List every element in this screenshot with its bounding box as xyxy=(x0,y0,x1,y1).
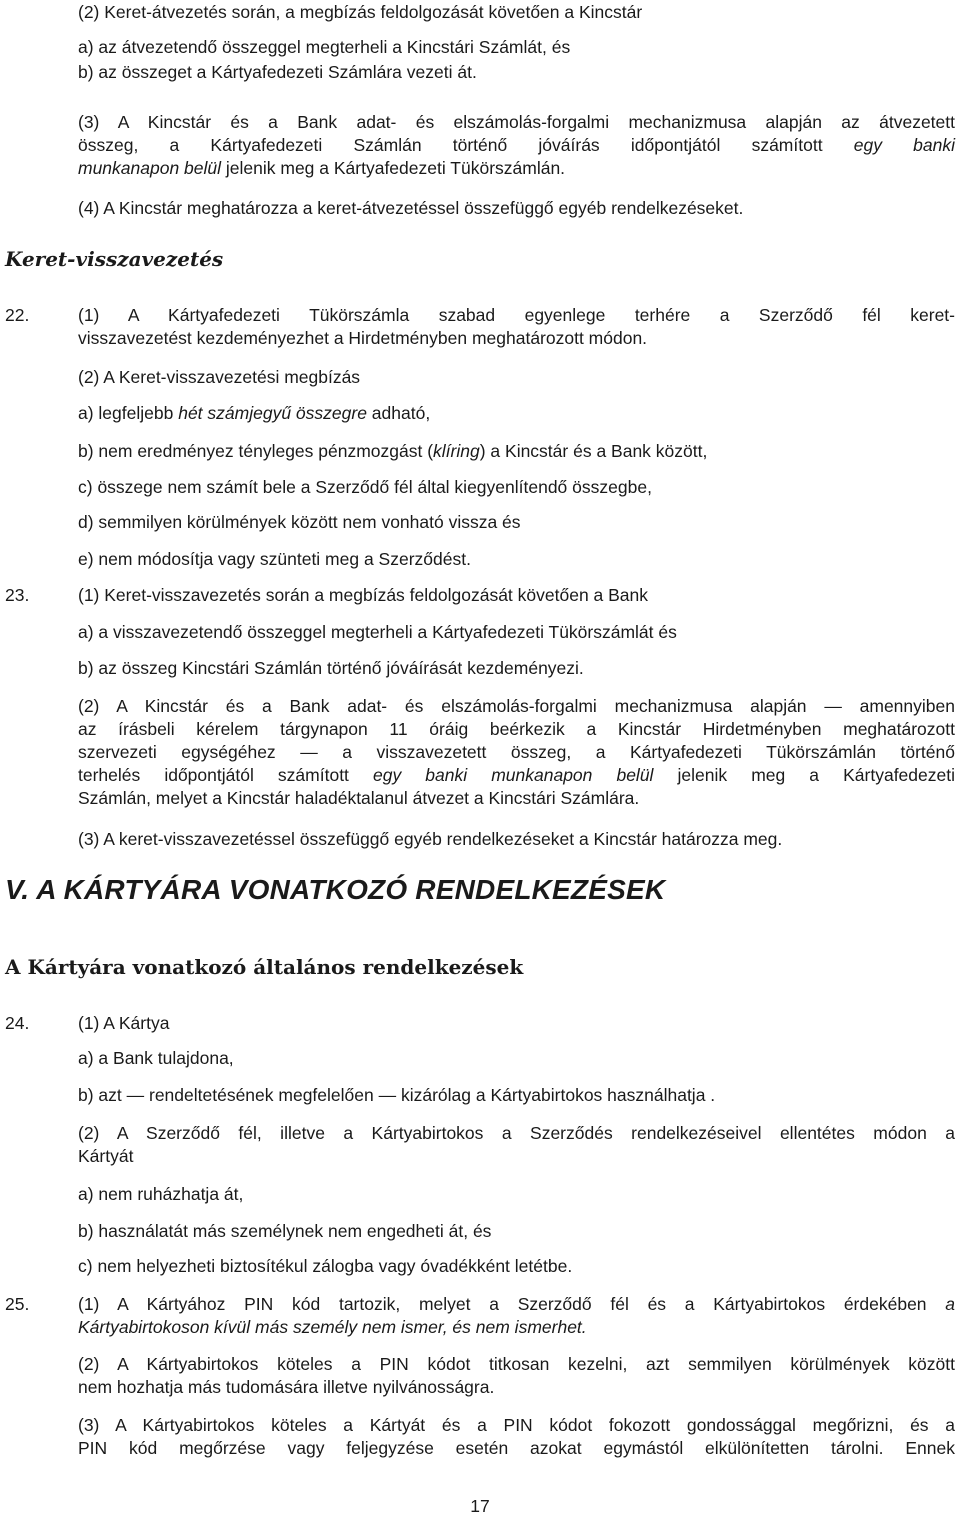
paragraph-line: Számlán, melyet a Kincstár haladéktalanul átvezet a Kincstári Számlára. xyxy=(78,788,640,808)
text-run: adható, xyxy=(366,403,431,423)
paragraph-line: (3) A Kártyabirtokos köteles a Kártyát és a PIN kódot fokozott gondossággal megőrizni, és a xyxy=(78,1415,955,1435)
paragraph-line: visszavezetést kezdeményezhet a Hirdetményben meghatározott módon. xyxy=(78,328,648,348)
italic-run: munkanapon belül xyxy=(78,158,222,178)
list-item: e) nem módosítja vagy szünteti meg a Szerződést. xyxy=(78,549,471,569)
paragraph-line: PIN kód megőrzése vagy feljegyzése esetén azokat egymástól elkülönítetten tárolni. Ennek xyxy=(78,1438,955,1458)
paragraph-22-1 xyxy=(78,304,955,350)
italic-run: a xyxy=(945,1294,955,1314)
paragraph-line: (2) A Kártyabirtokos köteles a PIN kódot titkosan kezelni, azt semmilyen körülmények között xyxy=(78,1354,955,1374)
paragraph-line xyxy=(78,1293,955,1316)
section-heading: A Kártyára vonatkozó általános rendelkezések xyxy=(5,955,524,979)
text-run: b) nem eredményez tényleges pénzmozgást ( xyxy=(78,441,434,461)
paragraph-line xyxy=(78,764,955,787)
paragraph-line: (2) A Kincstár és a Bank adat- és elszámolás-forgalmi mechanizmusa alapján — amennyiben xyxy=(78,696,955,716)
text-run: a) legfeljebb xyxy=(78,403,179,423)
list-item: b) azt — rendeltetésének megfelelően — kizárólag a Kártyabirtokos használhatja . xyxy=(78,1085,716,1105)
paragraph-line: az írásbeli kérelem tárgynapon 11 óráig beérkezik a Kincstár Hirdetményben meghatározott xyxy=(78,719,955,739)
paragraph-line xyxy=(78,157,955,180)
section-number: 24. xyxy=(5,1013,30,1033)
paragraph-line: szervezeti egységéhez — a visszavezetett összeg, a Kártyafedezeti Tükörszámlán történő xyxy=(78,742,955,762)
paragraph-25-1 xyxy=(78,1293,955,1339)
italic-run: egy banki xyxy=(853,135,955,155)
list-item: b) használatát más személynek nem engedheti át, és xyxy=(78,1221,492,1241)
list-item: b) az összeg Kincstári Számlán történő jóváírását kezdeményezi. xyxy=(78,658,584,678)
paragraph-line: (1) Keret-visszavezetés során a megbízás feldolgozását követően a Bank xyxy=(78,585,649,605)
section-heading: Keret-visszavezetés xyxy=(5,247,224,271)
paragraph-line: nem hozhatja más tudomására illetve nyilvánosságra. xyxy=(78,1377,495,1397)
paragraph-23-2 xyxy=(78,695,955,810)
paragraph-line: (2) A Szerződő fél, illetve a Kártyabirtokos a Szerződés rendelkezéseivel ellentétes módon a xyxy=(78,1123,955,1143)
text-run: (1) A Kártyához PIN kód tartozik, melyet a Szerződő fél és a Kártyabirtokos érdekében xyxy=(78,1294,946,1314)
list-item: a) a visszavezetendő összeggel megterheli a Kártyafedezeti Tükörszámlát és xyxy=(78,622,677,642)
list-item xyxy=(78,440,955,463)
list-item xyxy=(78,402,955,425)
paragraph-line: (2) A Keret-visszavezetési megbízás xyxy=(78,367,361,387)
list-item: a) nem ruházhatja át, xyxy=(78,1184,244,1204)
paragraph-line: (4) A Kincstár meghatározza a keret-átvezetéssel összefüggő egyéb rendelkezéseket. xyxy=(78,198,744,218)
section-number: 22. xyxy=(5,305,30,325)
section-number: 25. xyxy=(5,1294,30,1314)
paragraph-line: (1) A Kártya xyxy=(78,1013,170,1033)
paragraph-line xyxy=(78,1316,955,1339)
italic-run: hét számjegyű összegre xyxy=(178,403,367,423)
chapter-title: V. A KÁRTYÁRA VONATKOZÓ RENDELKEZÉSEK xyxy=(5,874,666,905)
list-item: d) semmilyen körülmények között nem vonható vissza és xyxy=(78,512,521,532)
list-item: c) nem helyezheti biztosítékul zálogba vagy óvadékként letétbe. xyxy=(78,1256,573,1276)
list-item: a) az átvezetendő összeggel megterheli a Kincstári Számlát, és xyxy=(78,37,571,57)
text-run: összeg, a Kártyafedezeti Számlán történő jóváírás időpontjától számított xyxy=(78,135,854,155)
paragraph-line: (3) A Kincstár és a Bank adat- és elszámolás-forgalmi mechanizmusa alapján az átvezetett xyxy=(78,112,955,132)
italic-run: klíring xyxy=(433,441,480,461)
paragraph-line: (2) Keret-átvezetés során, a megbízás feldolgozását követően a Kincstár xyxy=(78,2,643,22)
list-item: b) az összeget a Kártyafedezeti Számlára vezeti át. xyxy=(78,62,477,82)
paragraph-line: (3) A keret-visszavezetéssel összefüggő egyéb rendelkezéseket a Kincstár határozza meg. xyxy=(78,829,783,849)
italic-run: Kártyabirtokoson kívül más személy nem ismer, és nem ismerhet. xyxy=(78,1317,587,1337)
page-number: 17 xyxy=(470,1496,490,1516)
text-run: jelenik meg a Kártyafedezeti xyxy=(653,765,955,785)
section-number: 23. xyxy=(5,585,30,605)
text-run: ) a Kincstár és a Bank között, xyxy=(479,441,708,461)
text-run: jelenik meg a Kártyafedezeti Tükörszámlán. xyxy=(221,158,566,178)
paragraph-line: Kártyát xyxy=(78,1146,134,1166)
paragraph-25-2 xyxy=(78,1353,955,1399)
paragraph-3 xyxy=(78,111,955,180)
paragraph-24-2 xyxy=(78,1122,955,1168)
text-run: terhelés időpontjától számított xyxy=(78,765,373,785)
paragraph-line xyxy=(78,134,955,157)
paragraph-25-3 xyxy=(78,1414,955,1460)
list-item: a) a Bank tulajdona, xyxy=(78,1048,234,1068)
paragraph-line: (1) A Kártyafedezeti Tükörszámla szabad egyenlege terhére a Szerződő fél keret- xyxy=(78,305,955,325)
italic-run: egy banki munkanapon belül xyxy=(373,765,654,785)
list-item: c) összege nem számít bele a Szerződő fél által kiegyenlítendő összegbe, xyxy=(78,477,652,497)
